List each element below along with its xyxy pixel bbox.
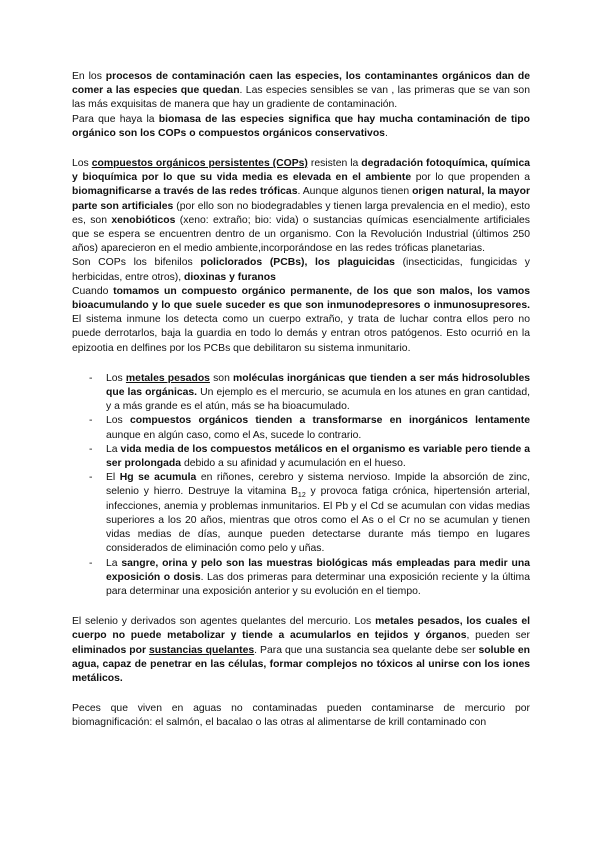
paragraph-fish-mercury: Peces que viven en aguas no contaminadas pueden contaminarse de mercurio por biomagnificación: el salmón, el bacalao o las otras al alimentarse de krill contaminado con <box>72 703 530 729</box>
paragraph-cops: Los compuestos orgánicos persistentes (COPs) resisten la degradación fotoquímica, química y bioquímica por lo que su vida media es elevada en el ambiente por lo que propenden a biomagnificarse a través de las redes tróficas. Aunque algunos tienen origen natural, la mayor parte son artificiales (por ello son no biodegradables y tienen larga prevalencia en el medio), esto es, son xenobióticos (xeno: extraño; bio: vida) o sustancias químicas esencialmente artificiales que se espera se encuentren dentro de un organismo. Con la Revolución Industrial (últimos 250 años) aparecieron en el medio ambiente,incorporándose en las redes tróficas planetarias. <box>72 158 531 255</box>
list-item: - El Hg se acumula en riñones, cerebro y sistema nervioso. Impide la absorción de zinc, selenio y hierro. Destruye la vitamina $B_{12}$ y provoca fatiga crónica, hipertensión arterial, infecciones, anemia y problemas inmunitarios. El Pb y el Cd se acumulan con vidas medias superiores a los 20 años, mientras que otros como el As o el Cr no se acumulan y tienen vidas medias de días, aunque pueden detectarse durante más tiempo en lugares considerados de eliminación como pelo y uñas. <box>89 472 530 555</box>
paragraph-chelating-agents: El selenio y derivados son agentes quelantes del mercurio. Los metales pesados, los cuales el cuerpo no puede metabolizar y tiende a acumularlos en tejidos y órganos, pueden ser eliminados por sustancias quelantes. Para que una sustancia sea quelante debe ser soluble en agua, capaz de penetrar en las células, formar complejos no tóxicos al unirse con los iones metálicos. <box>72 616 531 684</box>
paragraph-immunosuppression: Cuando tomamos un compuesto orgánico permanente, de los que son malos, los vamos bioacumulando y lo que suele suceder es que son inmunodepresores o inmunosupresores. El sistema inmune los detecta como un cuerpo extraño, y trata de luchar contra ellos pero no puede derrotarlos, baja la guardia en todo lo demás y entran otros patógenos. Esto ocurrió en la epizootia en delfines por los PCBs que debilitaron su sistema inmunitario. <box>72 285 530 354</box>
list-item: - La vida media de los compuestos metálicos en el organismo es variable pero tiende a ser prolongada debido a su afinidad y acumulación en el hueso. <box>89 443 531 470</box>
paragraph-contamination-process: En los procesos de contaminación caen las especies, los contaminantes orgánicos dan de comer a las especies que quedan. Las especies sensibles se van , las primeras que se van son las más exquisitas de manera que hay un gradiente de contaminación. <box>72 71 530 111</box>
paragraph-biomass: Para que haya la biomasa de las especies significa que hay mucha contaminación de tipo orgánico son los COPs o compuestos orgánicos conservativos. <box>72 113 530 139</box>
list-item: - Los compuestos orgánicos tienden a transformarse en inorgánicos lentamente aunque en algún caso, como el As, sucede lo contrario. <box>89 415 530 441</box>
paragraph-cops-types: Son COPs los bifenilos policlorados (PCBs), los plaguicidas (insecticidas, fungicidas y herbicidas, entre otros), dioxinas y furanos <box>72 257 531 283</box>
list-item: - La sangre, orina y pelo son las muestras biológicas más empleadas para medir una exposición o dosis. Las dos primeras para determinar una exposición reciente y la última para determinar una exposición anterior y su evolución en el tiempo. <box>89 557 530 597</box>
bullet-list <box>72 372 530 599</box>
document-page <box>72 70 530 731</box>
list-item: - Los metales pesados son moléculas inorgánicas que tienden a ser más hidrosolubles que las orgánicas. Un ejemplo es el mercurio, se acumula en los atunes en gran cantidad, y a más grande es el atún, más se ha bioacumulado. <box>89 372 531 413</box>
